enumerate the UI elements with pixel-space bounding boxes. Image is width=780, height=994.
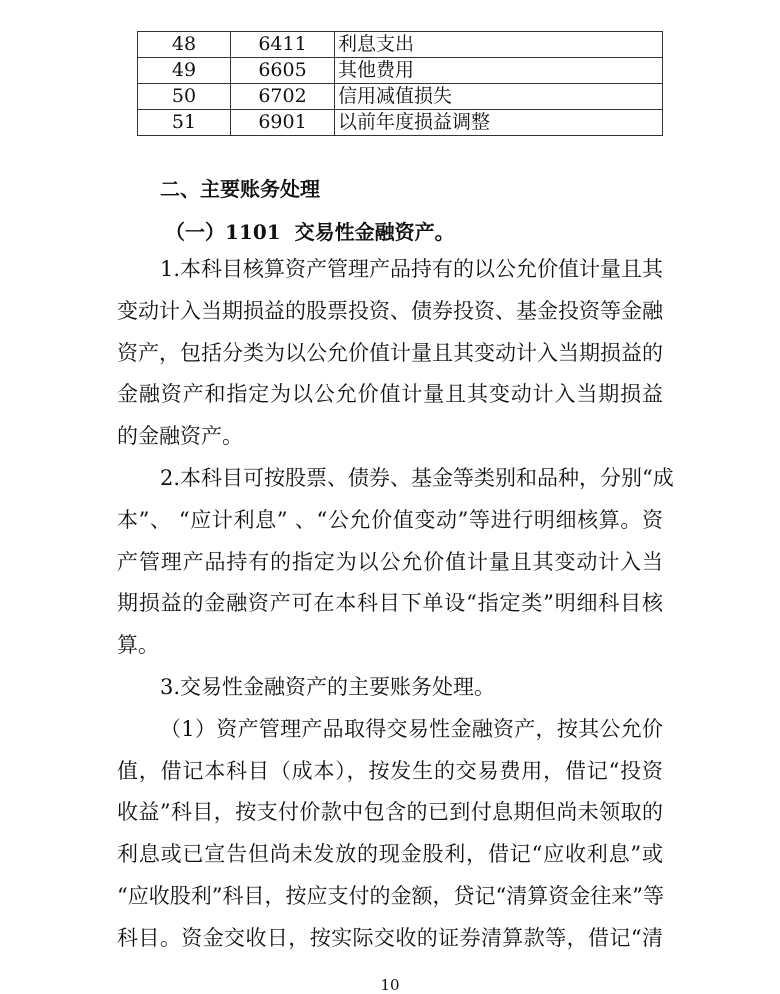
account-name-cell: 利息支出 xyxy=(335,32,663,58)
text-line: 金融资产和指定为以公允价值计量且其变动计入当期损益 xyxy=(117,382,663,407)
table-row xyxy=(138,110,663,136)
table-row xyxy=(138,84,663,110)
subsection-heading: （一）1101 交易性金融资产。 xyxy=(165,220,455,244)
text-line: 变动计入当期损益的股票投资、债券投资、基金投资等金融 xyxy=(117,298,663,323)
paragraph xyxy=(117,709,663,960)
text-line: 1.本科目核算资产管理产品持有的以公允价值计量且其 xyxy=(160,257,664,281)
section-heading: 二、主要账务处理 xyxy=(160,177,320,201)
account-name-cell: 以前年度损益调整 xyxy=(335,110,663,136)
table-row xyxy=(138,58,663,84)
text-line: 的金融资产。 xyxy=(117,424,243,449)
body-text xyxy=(117,249,674,960)
text-line: 产管理产品持有的指定为以公允价值计量且其变动计入当 xyxy=(117,549,663,574)
text-line: 3.交易性金融资产的主要账务处理。 xyxy=(160,674,496,699)
table-row xyxy=(138,32,663,58)
account-code-cell: 6901 xyxy=(231,110,335,136)
text-line: 收益”科目，按支付价款中包含的已到付息期但尚未领取的 xyxy=(117,800,663,825)
row-number-cell: 48 xyxy=(138,32,231,58)
text-line: 2.本科目可按股票、债券、基金等类别和品种，分别“成 xyxy=(160,465,674,490)
account-code-cell: 6411 xyxy=(231,32,335,58)
account-table xyxy=(137,31,663,136)
row-number-cell: 50 xyxy=(138,84,231,110)
paragraph xyxy=(117,249,663,458)
account-name-cell: 其他费用 xyxy=(335,58,663,84)
text-line: （1）资产管理产品取得交易性金融资产，按其公允价 xyxy=(160,716,663,741)
account-code-cell: 6605 xyxy=(231,58,335,84)
account-code-cell: 6702 xyxy=(231,84,335,110)
text-line: “应收股利”科目，按应支付的金额，贷记“清算资金往来”等 xyxy=(117,883,664,908)
account-name-cell: 信用减值损失 xyxy=(335,84,663,110)
page-number: 10 xyxy=(380,976,400,994)
text-line: 本”、 “应计利息” 、“公允价值变动”等进行明细核算。资 xyxy=(117,507,663,532)
paragraph xyxy=(117,458,674,667)
text-line: 值，借记本科目（成本），按发生的交易费用，借记“投资 xyxy=(117,758,663,783)
row-number-cell: 51 xyxy=(138,110,231,136)
text-line: 资产，包括分类为以公允价值计量且其变动计入当期损益的 xyxy=(117,340,663,365)
text-line: 科目。资金交收日，按实际交收的证券清算款等，借记“清 xyxy=(117,925,663,950)
row-number-cell: 49 xyxy=(138,58,231,84)
text-line: 期损益的金融资产可在本科目下单设“指定类”明细科目核 xyxy=(117,591,663,616)
paragraph xyxy=(117,667,663,709)
text-line: 利息或已宣告但尚未发放的现金股利，借记“应收利息”或 xyxy=(117,842,663,867)
text-line: 算。 xyxy=(117,633,159,658)
